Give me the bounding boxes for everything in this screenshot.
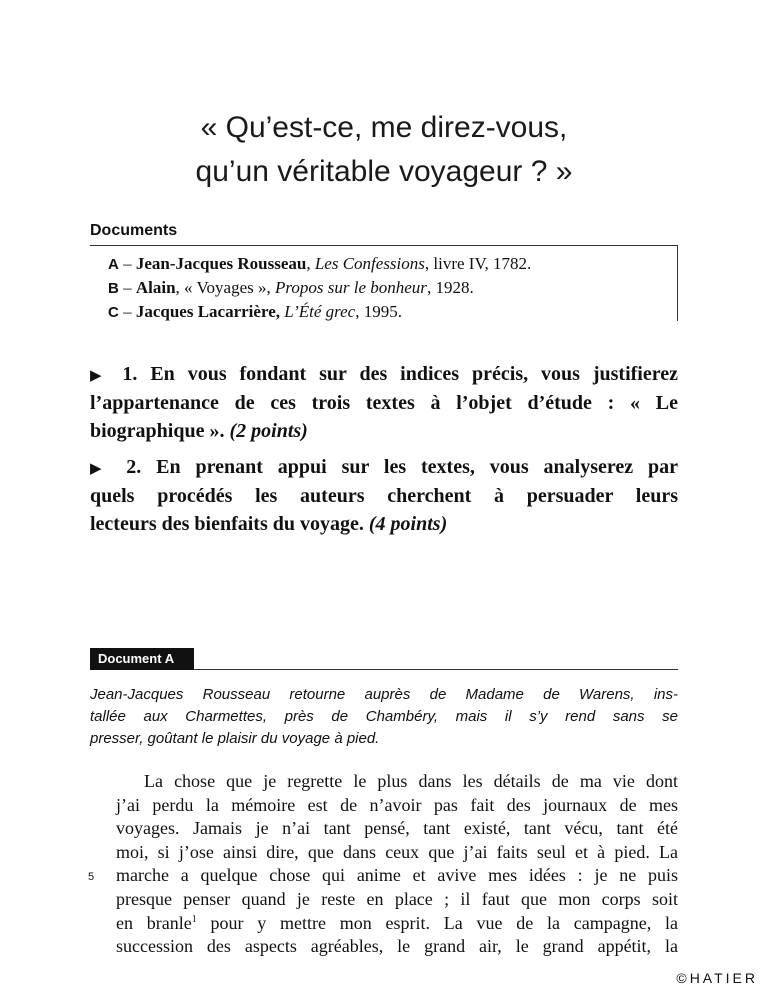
document-entry-c: C – Jacques Lacarrière, L’Été grec, 1995. [108,302,402,321]
triangle-bullet-icon: ▶ [90,459,112,477]
document-entry-b: B – Alain, « Voyages », Propos sur le bonheur, 1928. [108,278,474,297]
question-1: ▶ 1. En vous fondant sur des indices précis, vous justifierez l’appartenance de ces trois textes à l’objet d’étude : « Le biographique ». (2 points) [90,363,678,442]
question-2: ▶ 2. En prenant appui sur les textes, vous analyserez par quels procédés les auteurs cherchent à persuader leurs lecteurs des bienfaits du voyage. (4 points) [90,456,678,535]
title-line-2: qu’un véritable voyageur ? » [195,155,573,188]
question-1-points: (2 points) [229,420,308,442]
document-entry-a: A – Jean-Jacques Rousseau, Les Confessions, livre IV, 1782. [108,254,532,273]
documents-list [108,252,531,324]
publisher-footer: ©HATIER [676,970,758,986]
page-title [0,106,768,194]
title-line-1: « Qu’est-ce, me direz-vous, [200,111,568,144]
document-a-label: Document A [90,648,194,670]
document-a-text: La chose que je regrette le plus dans les détails de ma vie dont j’ai perdu la mémoire est de n’avoir pas fait des journaux de mes voyages. Jamais je n’ai tant pensé, tant existé, tant vécu, tant été moi, si j’ose ainsi dire, que dans ceux que j’ai faits seul et à pied. La 5 marche a quelque chose qui anime et avive mes idées : je ne puis presque penser quand je reste en place ; il faut que mon corps soit en branle$^1$ pour y mettre mon esprit. La vue de la campagne, la succession des aspects agréables, le grand air, le grand appétit, la [88,771,678,957]
documents-heading: Documents [90,222,178,239]
document-a-intro: Jean-Jacques Rousseau retourne auprès de Madame de Warens, ins- tallée aux Charmettes, près de Chambéry, mais il s’y rend sans se presser, goûtant le plaisir du voyage à pied. [90,686,678,747]
line-number: 5 [88,871,95,884]
footnote-marker: 1 [191,913,197,925]
triangle-bullet-icon: ▶ [90,366,110,384]
question-2-points: (4 points) [368,513,448,535]
